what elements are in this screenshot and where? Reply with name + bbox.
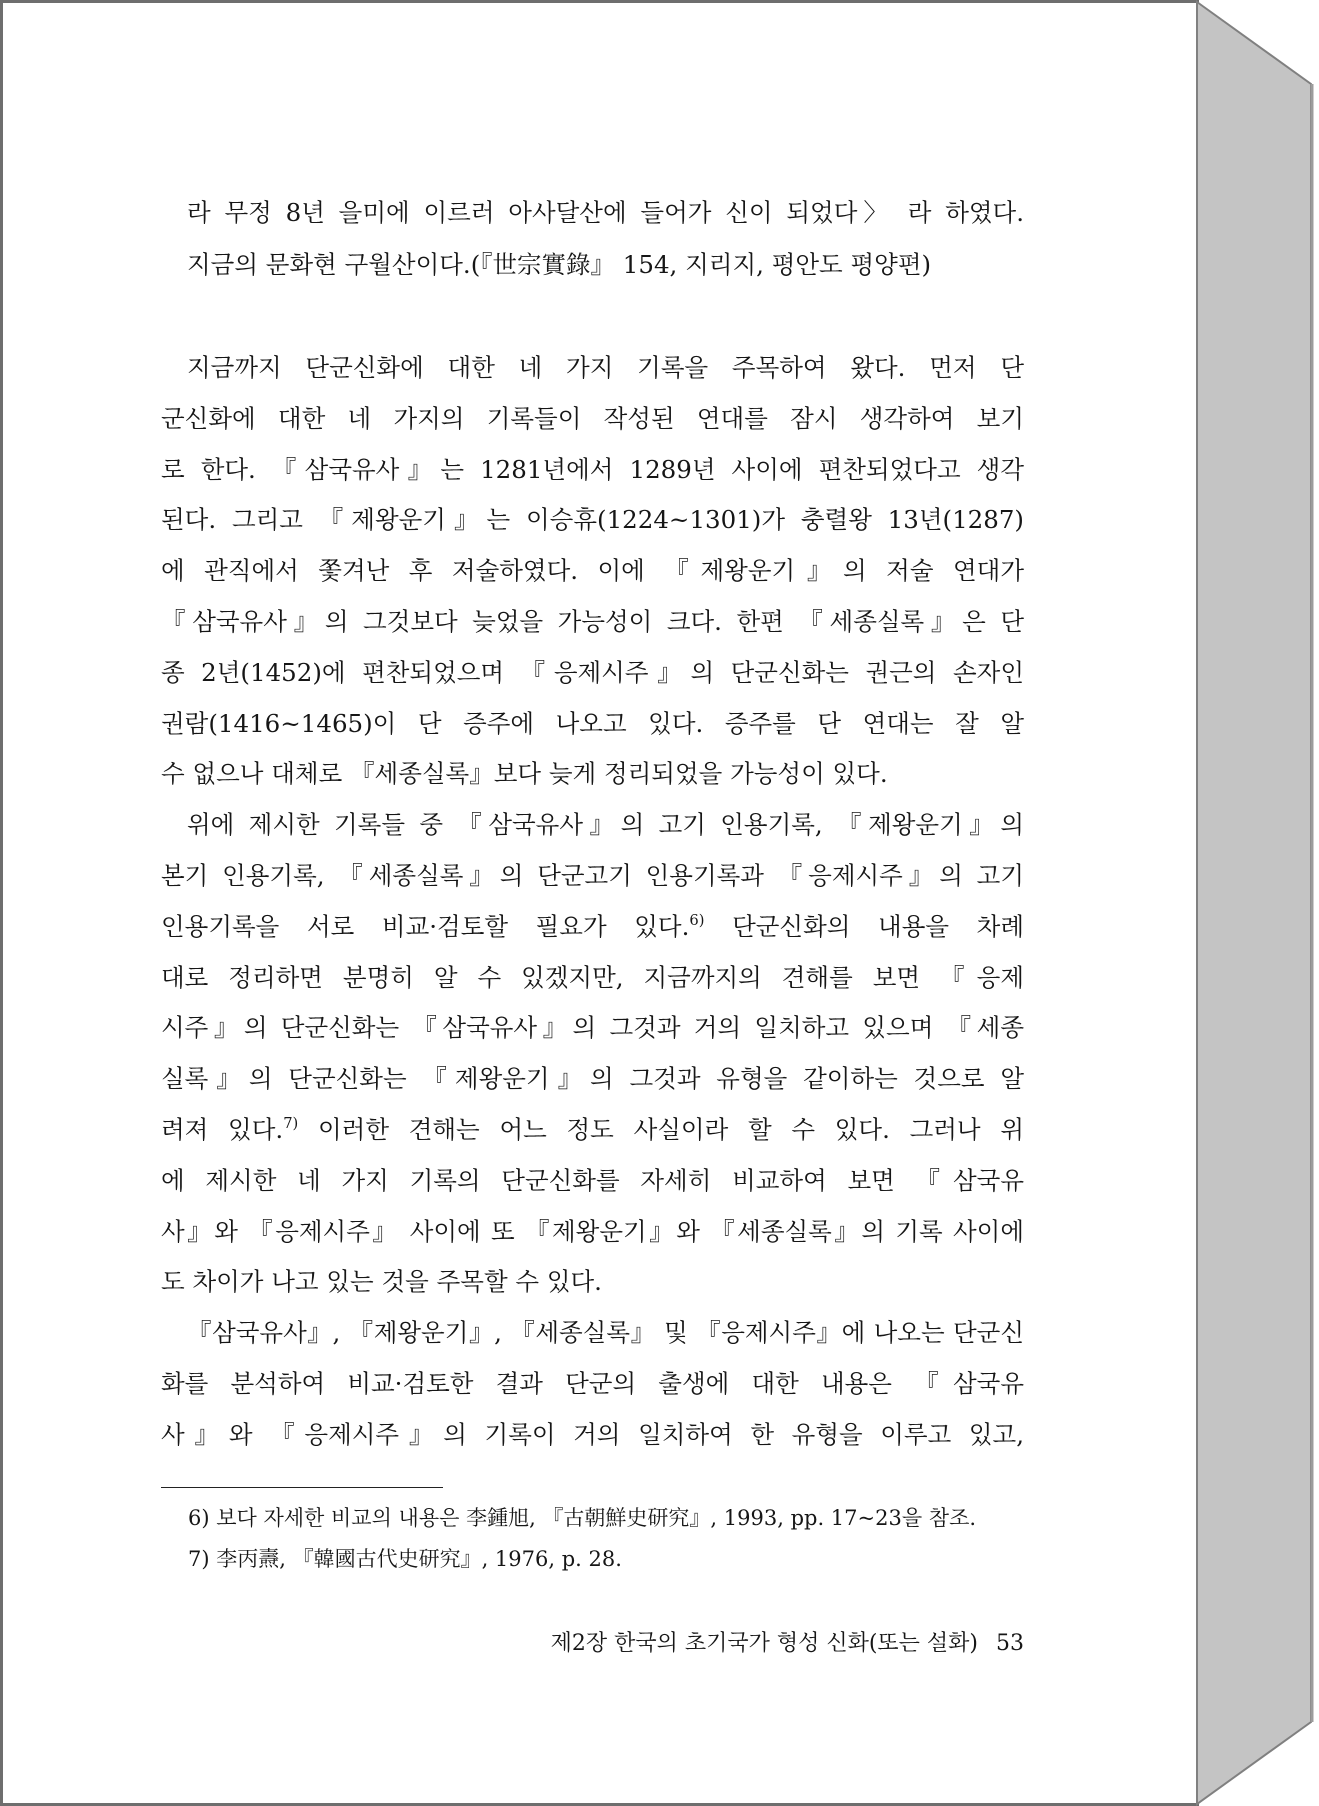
- body-line: [161, 1105, 1024, 1156]
- body-line: 에 관직에서 쫓겨난 후 저술하였다. 이에 『제왕운기』의 저술 연대가: [161, 556, 1024, 586]
- body-line-text: 려져 있다.: [161, 1114, 284, 1144]
- footnote-reference: 7): [283, 1115, 299, 1133]
- body-line: 군신화에 대한 네 가지의 기록들이 작성된 연대를 잠시 생각하여 보기: [161, 403, 1024, 433]
- body-paragraph: [161, 800, 1024, 1308]
- body-paragraph: [161, 343, 1024, 800]
- footnote: 7) 李丙燾, 『韓國古代史研究』, 1976, p. 28.: [188, 1547, 622, 1571]
- running-footer: [161, 1629, 1024, 1659]
- body-line: 권람(1416~1465)이 단 증주에 나오고 있다. 증주를 단 연대는 잘 알: [161, 708, 1024, 738]
- quote-line: 라 무정 8년 을미에 이르러 아사달산에 들어가 신이 되었다〉 라 하였다.: [187, 198, 1024, 227]
- quote-block: [161, 187, 1024, 291]
- body-line: 실록』의 단군신화는 『제왕운기』의 그것과 유형을 같이하는 것으로 알: [161, 1064, 1024, 1094]
- body-line: 종 2년(1452)에 편찬되었으며 『응제시주』의 단군신화는 권근의 손자인: [161, 657, 1024, 687]
- body-line: 대로 정리하면 분명히 알 수 있겠지만, 지금까지의 견해를 보면 『응제: [161, 962, 1024, 992]
- chapter-title: 제2장 한국의 초기국가 형성 신화(또는 설화): [550, 1631, 978, 1656]
- body-line: 위에 제시한 기록들 중 『삼국유사』의 고기 인용기록, 『제왕운기』의: [187, 810, 1024, 840]
- body-line: 시주』의 단군신화는 『삼국유사』의 그것과 거의 일치하고 있으며 『세종: [161, 1013, 1024, 1043]
- body-line: 『삼국유사』, 『제왕운기』, 『세종실록』 및 『응제시주』에 나오는 단군신: [187, 1318, 1024, 1348]
- body-line: 로 한다. 『삼국유사』는 1281년에서 1289년 사이에 편찬되었다고 생각: [161, 454, 1024, 484]
- book-edge: [1197, 2, 1311, 1804]
- body-line: [161, 902, 1024, 953]
- body-line: 지금까지 단군신화에 대한 네 가지 기록을 주목하여 왔다. 먼저 단: [187, 353, 1024, 382]
- body-line: 수 없으나 대체로 『세종실록』보다 늦게 정리되었을 가능성이 있다.: [161, 759, 888, 789]
- body-line-text: 단군신화의 내용을 차례: [704, 911, 1024, 941]
- page-number: 53: [996, 1631, 1024, 1656]
- footnote: 6) 보다 자세한 비교의 내용은 李鍾旭, 『古朝鮮史研究』, 1993, pp. 17~23을 참조.: [188, 1506, 977, 1530]
- footnote-rule: [161, 1487, 443, 1488]
- body-line: 『삼국유사』의 그것보다 늦었을 가능성이 크다. 한편 『세종실록』은 단: [161, 606, 1024, 636]
- footnotes: [188, 1498, 1024, 1580]
- body-line: 된다. 그리고 『제왕운기』는 이승휴(1224~1301)가 충렬왕 13년(1287): [161, 505, 1024, 535]
- quote-line: 지금의 문화현 구월산이다.(『世宗實錄』 154, 지리지, 평안도 평양편): [187, 250, 932, 279]
- body-line: 사』와 『응제시주』 사이에 또 『제왕운기』와 『세종실록』의 기록 사이에: [161, 1216, 1024, 1246]
- body-line: 본기 인용기록, 『세종실록』의 단군고기 인용기록과 『응제시주』의 고기: [161, 860, 1024, 890]
- body-line-text: 인용기록을 서로 비교·검토할 필요가 있다.: [161, 911, 690, 941]
- body-text: [161, 343, 1024, 1461]
- body-line-text: 이러한 견해는 어느 정도 사실이라 할 수 있다. 그러나 위: [298, 1114, 1024, 1144]
- body-paragraph: [161, 1308, 1024, 1460]
- body-line: 도 차이가 나고 있는 것을 주목할 수 있다.: [161, 1267, 602, 1297]
- body-line: 에 제시한 네 가지 기록의 단군신화를 자세히 비교하여 보면 『삼국유: [161, 1165, 1024, 1195]
- body-line: 화를 분석하여 비교·검토한 결과 단군의 출생에 대한 내용은 『삼국유: [161, 1368, 1024, 1398]
- footnote-reference: 6): [689, 912, 705, 930]
- body-line: 사』와 『응제시주』의 기록이 거의 일치하여 한 유형을 이루고 있고,: [161, 1419, 1024, 1449]
